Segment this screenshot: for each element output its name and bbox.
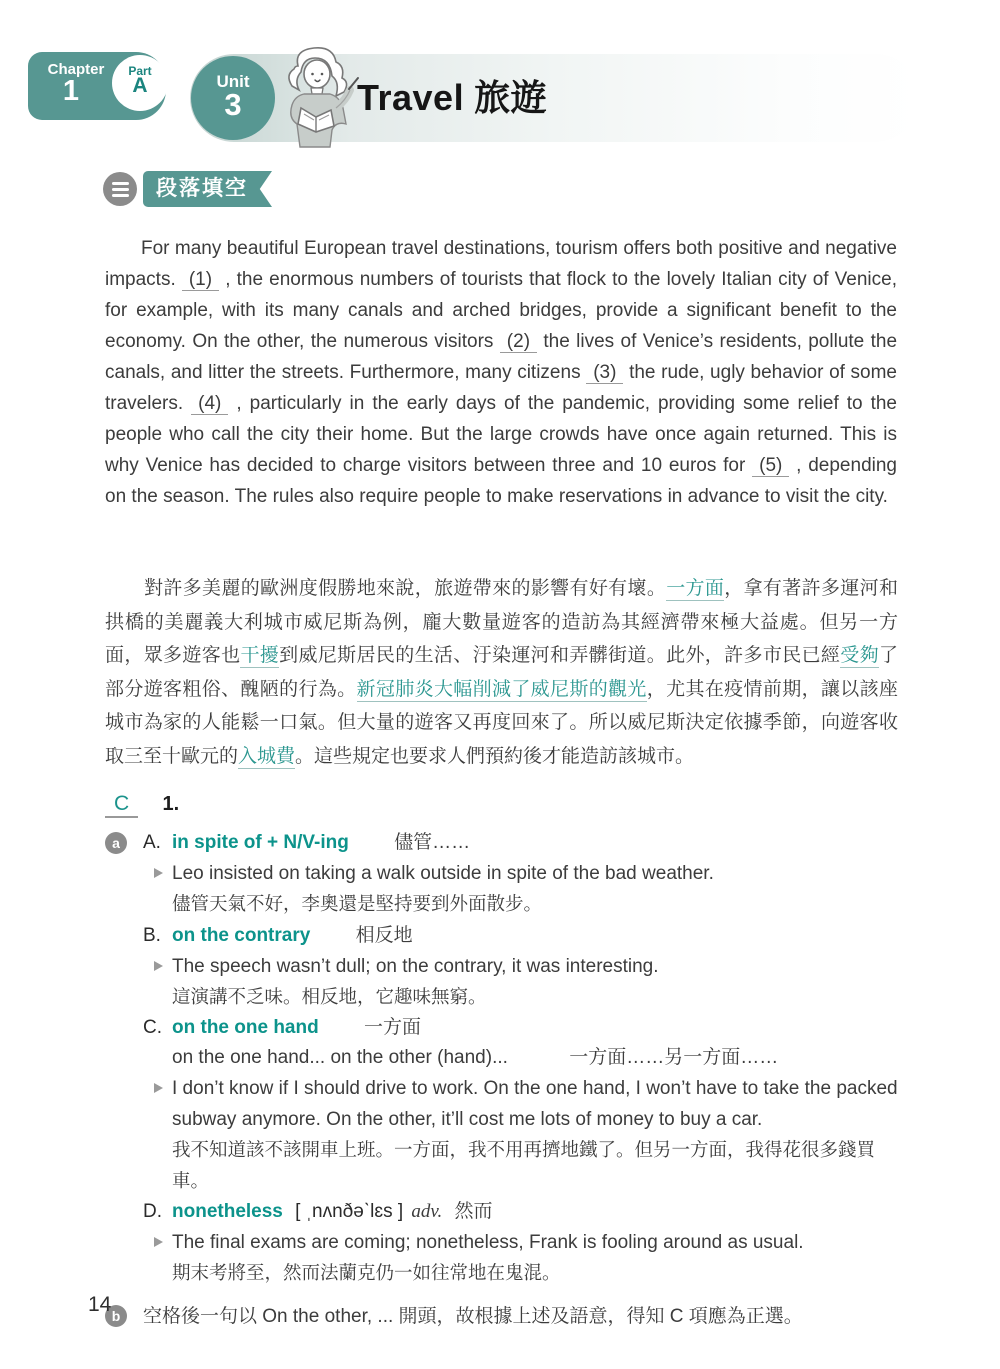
unit-title-english: Travel — [357, 77, 465, 118]
fill-in-blank: (3) — [586, 362, 623, 384]
option-a-row — [105, 828, 910, 858]
part-letter: A — [132, 74, 148, 97]
passage-text: , depending on the season. The rules also require people to make reservations in advance to visit the city. — [105, 455, 897, 507]
unit-badge — [191, 56, 275, 140]
passage-text: For many beautiful European travel destinations, tourism offers both positive and negative impacts. — [105, 238, 897, 290]
key-phrase: 一方面 — [666, 578, 725, 599]
option-a-letter: A. — [143, 832, 161, 853]
answer-letter: C — [105, 792, 138, 818]
option-a-translation: 儘管天氣不好，李奧還是堅持要到外面散步。 — [172, 893, 543, 914]
example-bullet-icon — [154, 961, 163, 971]
option-a-gloss: 儘管…… — [394, 832, 471, 853]
page-number: 14 — [88, 1293, 112, 1316]
fill-in-blank: (1) — [182, 269, 219, 291]
unit-title-chinese: 旅遊 — [474, 77, 548, 118]
section-banner: 段落填空 — [143, 171, 256, 207]
passage-text: 。這些規定也要求人們預約後才能造訪該城市。 — [295, 745, 695, 767]
fill-in-blank: (2) — [500, 331, 537, 353]
answer-section — [105, 790, 910, 1332]
passage-text: the rude, ugly behavior of some travelers. — [105, 362, 898, 414]
answer-explanation: 空格後一句以 On the other, ... 開頭，故根據上述及語意，得知 C 項應為正選。 — [143, 1305, 803, 1327]
option-a-example: Leo insisted on taking a walk outside in spite of the bad weather. — [172, 863, 714, 884]
option-b-letter: B. — [143, 924, 161, 946]
option-c-letter: C. — [143, 1017, 162, 1038]
unit-number: 3 — [224, 87, 242, 122]
option-c-translation: 我不知道該不該開車上班。一方面，我不用再擠地鐵了。但另一方面，我得花很多錢買車。 — [172, 1139, 876, 1191]
option-d-letter: D. — [143, 1201, 162, 1222]
option-b-gloss: 相反地 — [355, 924, 413, 946]
option-c-gloss: 一方面 — [364, 1017, 422, 1038]
option-d-example: The final exams are coming; nonetheless, Frank is fooling around as usual. — [172, 1232, 804, 1253]
option-b-example-row — [105, 951, 910, 982]
part-label: Part — [128, 64, 152, 78]
part-badge — [112, 55, 168, 111]
chapter-label: Chapter — [47, 61, 105, 78]
option-b-example: The speech wasn’t dull; on the contrary, it was interesting. — [172, 955, 659, 977]
answer-note-row — [105, 1302, 910, 1332]
passage-text: , the enormous numbers of tourists that flock to the lovely Italian city of Venice, for example, with its many canals and arched bridges, provide a significant benefit to the economy. On the other, the numerous visitors — [105, 269, 897, 352]
option-c-pattern: on the one hand... on the other (hand)... — [172, 1047, 508, 1068]
list-icon — [103, 172, 137, 206]
chinese-translation-passage — [105, 572, 898, 773]
option-a-example-row — [105, 858, 910, 889]
option-b-phrase: on the contrary — [172, 924, 311, 946]
passage-text: ，尤其在疫情前期，讓以該座城市為家的人能鬆一口氣。但大量的遊客又再度回來了。所以威尼斯決定依據季節，向遊客收取三至十歐元的 — [105, 678, 898, 767]
key-phrase: 干擾 — [240, 645, 280, 666]
example-bullet-icon — [154, 1237, 163, 1247]
option-b-row — [105, 921, 910, 951]
answer-heading — [105, 790, 910, 819]
english-passage — [105, 233, 897, 512]
option-c-row — [105, 1013, 910, 1043]
option-c-example: I don’t know if I should drive to work. On the one hand, I won’t have to take the packed subway anymore. On the other, it’ll cost me lots of money to buy a car. — [172, 1078, 898, 1130]
unit-label: Unit — [216, 72, 250, 91]
passage-text: 到威尼斯居民的生活、汙染運河和弄髒街道。此外，許多市民已經 — [279, 645, 841, 666]
option-a-phrase: in spite of + N/V-ing — [172, 832, 349, 853]
example-bullet-icon — [154, 868, 163, 878]
passage-text: 了部分遊客粗俗、醜陋的行為。 — [105, 645, 898, 700]
step-marker-b: b — [105, 1305, 127, 1327]
passage-text: 對許多美麗的歐洲度假勝地來說，旅遊帶來的影響有好有壞。 — [144, 578, 667, 599]
option-d-part-of-speech: adv. — [411, 1201, 443, 1222]
key-phrase: 入城費 — [238, 745, 296, 767]
woman-reading-icon — [270, 44, 362, 148]
chapter-number: 1 — [62, 75, 80, 107]
option-d-gloss: 然而 — [454, 1201, 493, 1222]
option-c-phrase: on the one hand — [172, 1017, 319, 1038]
fill-in-blank: (4) — [191, 393, 228, 415]
example-bullet-icon — [154, 1083, 163, 1093]
option-c-pattern-row — [105, 1043, 910, 1073]
option-d-row — [105, 1197, 910, 1227]
step-marker-a: a — [105, 832, 127, 854]
option-d-phonetic: [ ˌnʌnðəˋlɛs ] — [295, 1201, 404, 1222]
key-phrase: 受夠 — [840, 645, 879, 666]
reader-illustration — [270, 44, 362, 148]
option-c-pattern-gloss: 一方面……另一方面…… — [569, 1047, 779, 1068]
option-c-example-row — [105, 1073, 910, 1135]
passage-text: , particularly in the early days of the pandemic, providing some relief to the people who call the city their home. But the large crowds have once again returned. This is why Venice has decided to charge visitors between three and 10 euros for — [105, 393, 897, 476]
key-phrase: 新冠肺炎大幅削減了威尼斯的觀光 — [356, 678, 647, 700]
option-b-translation: 這演講不乏味。相反地，它趣味無窮。 — [172, 985, 487, 1007]
option-d-phrase: nonetheless — [172, 1201, 283, 1222]
passage-text: the lives of Venice’s residents, pollute the canals, and litter the streets. Furthermore, many citizens — [105, 331, 898, 383]
question-number: 1. — [162, 793, 180, 815]
passage-text: ，拿有著許多運河和拱橋的美麗義大利城市威尼斯為例，龐大數量遊客的造訪為其經濟帶來極大益處。但另一方面，眾多遊客也 — [105, 578, 898, 666]
option-d-translation: 期末考將至，然而法蘭克仍一如往常地在鬼混。 — [172, 1262, 561, 1283]
option-d-example-row — [105, 1227, 910, 1258]
page-title — [357, 76, 547, 120]
fill-in-blank: (5) — [752, 455, 789, 477]
